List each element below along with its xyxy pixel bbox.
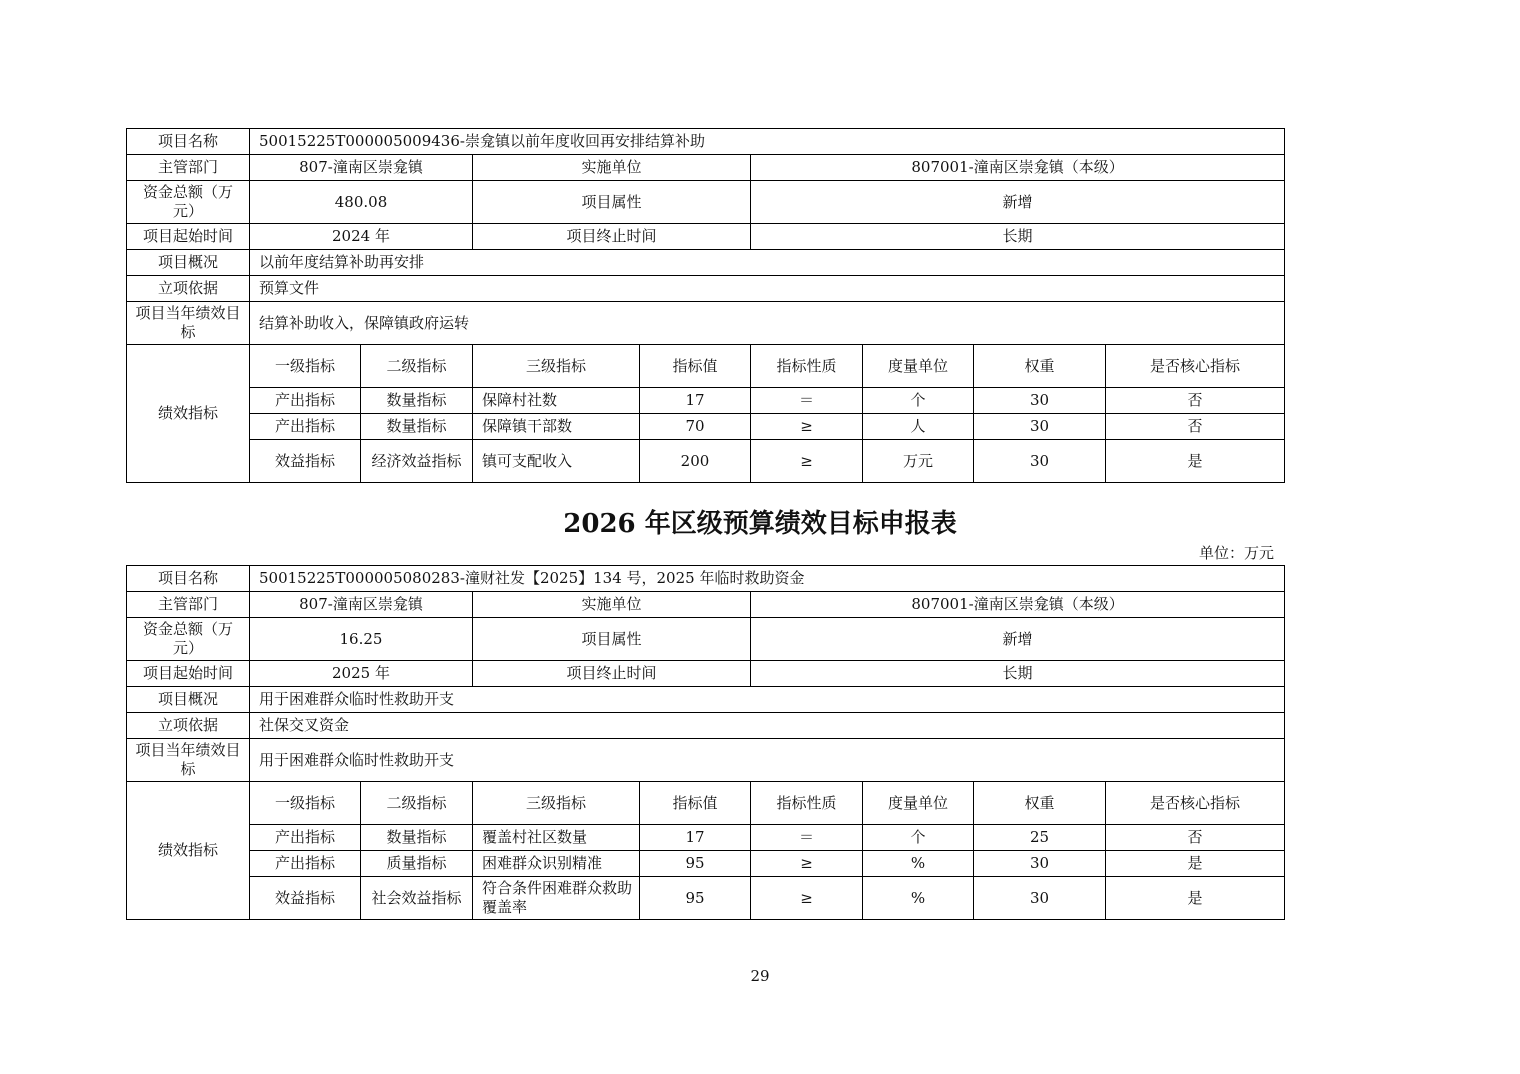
- label-overview: 项目概况: [127, 687, 250, 713]
- row-dept: [127, 592, 1285, 618]
- value-end-time: 长期: [751, 224, 1285, 250]
- cell-weight: 30: [974, 414, 1106, 440]
- cell-level1: 产出指标: [250, 851, 361, 877]
- cell-nature: ≥: [751, 851, 863, 877]
- cell-unit: 万元: [863, 440, 974, 483]
- page-number: 29: [750, 967, 770, 985]
- header-value: 指标值: [640, 345, 751, 388]
- cell-level3: 镇可支配收入: [473, 440, 640, 483]
- cell-value: 17: [640, 388, 751, 414]
- cell-level3: 保障镇干部数: [473, 414, 640, 440]
- table-row: [127, 877, 1285, 920]
- cell-level2: 质量指标: [361, 851, 473, 877]
- row-time: [127, 661, 1285, 687]
- label-dept: 主管部门: [127, 155, 250, 181]
- label-goal: 项目当年绩效目标: [127, 302, 250, 345]
- header-nature: 指标性质: [751, 345, 863, 388]
- label-start-time: 项目起始时间: [127, 661, 250, 687]
- value-fund-total: 16.25: [250, 618, 473, 661]
- cell-value: 95: [640, 877, 751, 920]
- table-row: [127, 414, 1285, 440]
- indicator-header-row: [127, 345, 1285, 388]
- document-title: 2026 年区级预算绩效目标申报表: [563, 509, 957, 539]
- row-basis: [127, 713, 1285, 739]
- row-project-name: [127, 566, 1285, 592]
- value-attribute: 新增: [751, 181, 1285, 224]
- cell-level3: 困难群众识别精准: [473, 851, 640, 877]
- label-project-name: 项目名称: [127, 566, 250, 592]
- value-dept: 807-潼南区崇龛镇: [250, 155, 473, 181]
- value-dept: 807-潼南区崇龛镇: [250, 592, 473, 618]
- performance-table-1: [126, 128, 1285, 483]
- label-basis: 立项依据: [127, 276, 250, 302]
- indicator-header-row: [127, 782, 1285, 825]
- label-attribute: 项目属性: [473, 618, 751, 661]
- label-basis: 立项依据: [127, 713, 250, 739]
- label-end-time: 项目终止时间: [473, 224, 751, 250]
- value-start-time: 2025 年: [250, 661, 473, 687]
- row-basis: [127, 276, 1285, 302]
- cell-weight: 30: [974, 851, 1106, 877]
- cell-nature: ＝: [751, 388, 863, 414]
- cell-core: 是: [1106, 851, 1285, 877]
- header-level3: 三级指标: [473, 345, 640, 388]
- cell-level2: 数量指标: [361, 388, 473, 414]
- row-fund: [127, 181, 1285, 224]
- label-impl-unit: 实施单位: [473, 155, 751, 181]
- label-attribute: 项目属性: [473, 181, 751, 224]
- row-dept: [127, 155, 1285, 181]
- cell-core: 否: [1106, 414, 1285, 440]
- cell-level1: 产出指标: [250, 414, 361, 440]
- label-dept: 主管部门: [127, 592, 250, 618]
- row-time: [127, 224, 1285, 250]
- cell-value: 200: [640, 440, 751, 483]
- cell-core: 是: [1106, 440, 1285, 483]
- header-nature: 指标性质: [751, 782, 863, 825]
- row-overview: [127, 687, 1285, 713]
- label-start-time: 项目起始时间: [127, 224, 250, 250]
- label-impl-unit: 实施单位: [473, 592, 751, 618]
- header-weight: 权重: [974, 782, 1106, 825]
- table-row: [127, 388, 1285, 414]
- label-end-time: 项目终止时间: [473, 661, 751, 687]
- header-level1: 一级指标: [250, 345, 361, 388]
- cell-unit: 个: [863, 388, 974, 414]
- header-unit: 度量单位: [863, 345, 974, 388]
- cell-value: 70: [640, 414, 751, 440]
- header-unit: 度量单位: [863, 782, 974, 825]
- value-goal: 结算补助收入，保障镇政府运转: [250, 302, 1285, 345]
- cell-level1: 效益指标: [250, 440, 361, 483]
- cell-level1: 效益指标: [250, 877, 361, 920]
- header-value: 指标值: [640, 782, 751, 825]
- cell-level2: 社会效益指标: [361, 877, 473, 920]
- label-indicators: 绩效指标: [127, 345, 250, 483]
- cell-level3: 符合条件困难群众救助覆盖率: [473, 877, 640, 920]
- cell-unit: 个: [863, 825, 974, 851]
- value-impl-unit: 807001-潼南区崇龛镇（本级）: [751, 155, 1285, 181]
- cell-weight: 30: [974, 388, 1106, 414]
- table-row: [127, 440, 1285, 483]
- label-overview: 项目概况: [127, 250, 250, 276]
- cell-value: 95: [640, 851, 751, 877]
- header-core: 是否核心指标: [1106, 782, 1285, 825]
- cell-level2: 数量指标: [361, 825, 473, 851]
- value-attribute: 新增: [751, 618, 1285, 661]
- row-goal: [127, 739, 1285, 782]
- header-weight: 权重: [974, 345, 1106, 388]
- cell-nature: ≥: [751, 414, 863, 440]
- value-basis: 社保交叉资金: [250, 713, 1285, 739]
- label-fund-total: 资金总额（万元）: [127, 618, 250, 661]
- cell-level3: 覆盖村社区数量: [473, 825, 640, 851]
- label-fund-total: 资金总额（万元）: [127, 181, 250, 224]
- table-row: [127, 851, 1285, 877]
- value-goal: 用于困难群众临时性救助开支: [250, 739, 1285, 782]
- row-project-name: [127, 129, 1285, 155]
- row-goal: [127, 302, 1285, 345]
- cell-core: 是: [1106, 877, 1285, 920]
- cell-value: 17: [640, 825, 751, 851]
- row-fund: [127, 618, 1285, 661]
- performance-table-2: [126, 565, 1285, 920]
- value-project-name: 50015225T000005009436-崇龛镇以前年度收回再安排结算补助: [250, 129, 1285, 155]
- header-core: 是否核心指标: [1106, 345, 1285, 388]
- label-project-name: 项目名称: [127, 129, 250, 155]
- cell-nature: ≥: [751, 440, 863, 483]
- value-project-name: 50015225T000005080283-潼财社发【2025】134 号，2025 年临时救助资金: [250, 566, 1285, 592]
- value-end-time: 长期: [751, 661, 1285, 687]
- cell-nature: ＝: [751, 825, 863, 851]
- cell-unit: %: [863, 877, 974, 920]
- table-row: [127, 825, 1285, 851]
- cell-unit: 人: [863, 414, 974, 440]
- value-impl-unit: 807001-潼南区崇龛镇（本级）: [751, 592, 1285, 618]
- cell-unit: %: [863, 851, 974, 877]
- header-level1: 一级指标: [250, 782, 361, 825]
- value-overview: 用于困难群众临时性救助开支: [250, 687, 1285, 713]
- cell-weight: 30: [974, 440, 1106, 483]
- cell-level1: 产出指标: [250, 388, 361, 414]
- cell-level2: 经济效益指标: [361, 440, 473, 483]
- cell-weight: 30: [974, 877, 1106, 920]
- label-indicators: 绩效指标: [127, 782, 250, 920]
- header-level3: 三级指标: [473, 782, 640, 825]
- value-start-time: 2024 年: [250, 224, 473, 250]
- label-goal: 项目当年绩效目标: [127, 739, 250, 782]
- value-overview: 以前年度结算补助再安排: [250, 250, 1285, 276]
- cell-level2: 数量指标: [361, 414, 473, 440]
- cell-nature: ≥: [751, 877, 863, 920]
- cell-core: 否: [1106, 388, 1285, 414]
- cell-level1: 产出指标: [250, 825, 361, 851]
- cell-core: 否: [1106, 825, 1285, 851]
- header-level2: 二级指标: [361, 782, 473, 825]
- row-overview: [127, 250, 1285, 276]
- header-level2: 二级指标: [361, 345, 473, 388]
- value-basis: 预算文件: [250, 276, 1285, 302]
- cell-weight: 25: [974, 825, 1106, 851]
- value-fund-total: 480.08: [250, 181, 473, 224]
- cell-level3: 保障村社数: [473, 388, 640, 414]
- unit-label: 单位：万元: [1198, 544, 1274, 562]
